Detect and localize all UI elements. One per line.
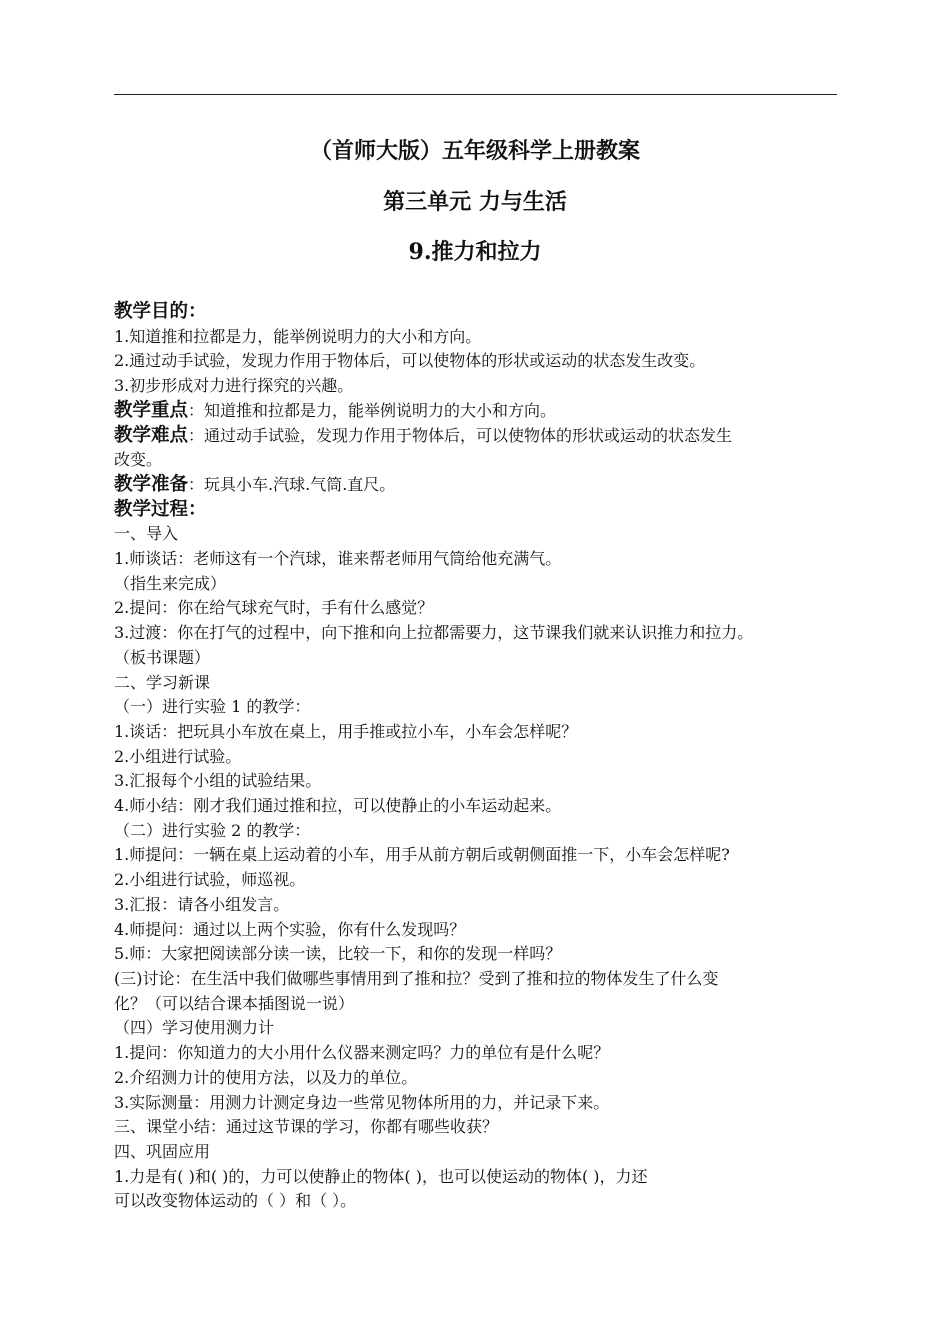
difficulty — [114, 424, 849, 449]
document-title: （首师大版）五年级科学上册教案 — [309, 138, 640, 164]
process-line: 2.小组进行试验。 — [114, 746, 242, 766]
difficulty-text: ：通过动手试验，发现力作用于物体后，可以使物体的形状或运动的状态发生 — [188, 425, 733, 445]
goal-item: 1.知道推和拉都是力，能举例说明力的大小和方向。 — [114, 326, 482, 346]
key-point-text: ：知道推和拉都是力，能举例说明力的大小和方向。 — [188, 400, 557, 420]
process-line: 3.汇报：请各小组发言。 — [114, 894, 290, 914]
preparation-label: 教学准备 — [114, 473, 189, 495]
process-line: 4.师小结：刚才我们通过推和拉，可以使静止的小车运动起来。 — [114, 796, 562, 816]
process-line: （四）学习使用测力计 — [114, 1018, 275, 1038]
process-line: 2.介绍测力计的使用方法，以及力的单位。 — [114, 1067, 418, 1087]
process-line: 化？（可以结合课本插图说一说） — [114, 993, 355, 1013]
process-line: 一、导入 — [114, 524, 179, 544]
process-line: 2.小组进行试验，师巡视。 — [114, 870, 306, 890]
difficulty-label: 教学难点 — [114, 424, 189, 446]
process-line: 二、学习新课 — [114, 672, 211, 692]
process-line: (三)讨论：在生活中我们做哪些事情用到了推和拉？受到了推和拉的物体发生了什么变 — [114, 968, 719, 988]
goal-item: 2.通过动手试验，发现力作用于物体后，可以使物体的形状或运动的状态发生改变。 — [114, 351, 706, 371]
preparation — [114, 473, 849, 498]
process-line: （二）进行实验 2 的教学： — [114, 820, 311, 840]
process-line: 3.实际测量：用测力计测定身边一些常见物体所用的力，并记录下来。 — [114, 1092, 610, 1112]
difficulty-continuation: 改变。 — [114, 450, 163, 470]
process-line: 三、课堂小结：通过这节课的学习，你都有哪些收获？ — [114, 1117, 499, 1137]
lesson-title: 9.推力和拉力 — [408, 239, 542, 265]
process-line: 3.汇报每个小组的试验结果。 — [114, 771, 322, 791]
process-line: 1.师提问：一辆在桌上运动着的小车，用手从前方朝后或朝侧面推一下，小车会怎样呢? — [114, 845, 730, 865]
process-line: （指生来完成） — [114, 573, 227, 593]
goal-item: 3.初步形成对力进行探究的兴趣。 — [114, 376, 354, 396]
process-line: （板书课题） — [114, 647, 211, 667]
process-line: 1.提问：你知道力的大小用什么仪器来测定吗？力的单位有是什么呢？ — [114, 1043, 610, 1063]
unit-title: 第三单元 力与生活 — [383, 189, 567, 215]
process-line: 5.师：大家把阅读部分读一读，比较一下，和你的发现一样吗？ — [114, 944, 562, 964]
process-line: 1.力是有( )和( )的，力可以使静止的物体( )，也可以使运动的物体( )，力还 — [114, 1166, 648, 1186]
process-line: （一）进行实验 1 的教学： — [114, 697, 311, 717]
process-line: 4.师提问：通过以上两个实验，你有什么发现吗？ — [114, 919, 466, 939]
goals-heading: 教学目的： — [114, 301, 207, 322]
process-line: 1.师谈话：老师这有一个汽球，谁来帮老师用气筒给他充满气。 — [114, 549, 562, 569]
process-line: 2.提问：你在给气球充气时，手有什么感觉？ — [114, 598, 434, 618]
key-point-label: 教学重点 — [114, 399, 189, 421]
preparation-text: ：玩具小车.汽球.气筒.直尺。 — [188, 474, 396, 494]
process-heading: 教学过程： — [114, 498, 207, 520]
process-line: 3.过渡：你在打气的过程中，向下推和向上拉都需要力，这节课我们就来认识推力和拉力。 — [114, 623, 754, 643]
process-line: 1.谈话：把玩具小车放在桌上，用手推或拉小车，小车会怎样呢？ — [114, 721, 578, 741]
process-line: 四、巩固应用 — [114, 1141, 211, 1161]
header-rule — [114, 94, 837, 95]
lesson-body — [114, 300, 849, 1214]
key-point — [114, 399, 849, 424]
process-line: 可以改变物体运动的（ ）和（ ）。 — [114, 1191, 357, 1211]
